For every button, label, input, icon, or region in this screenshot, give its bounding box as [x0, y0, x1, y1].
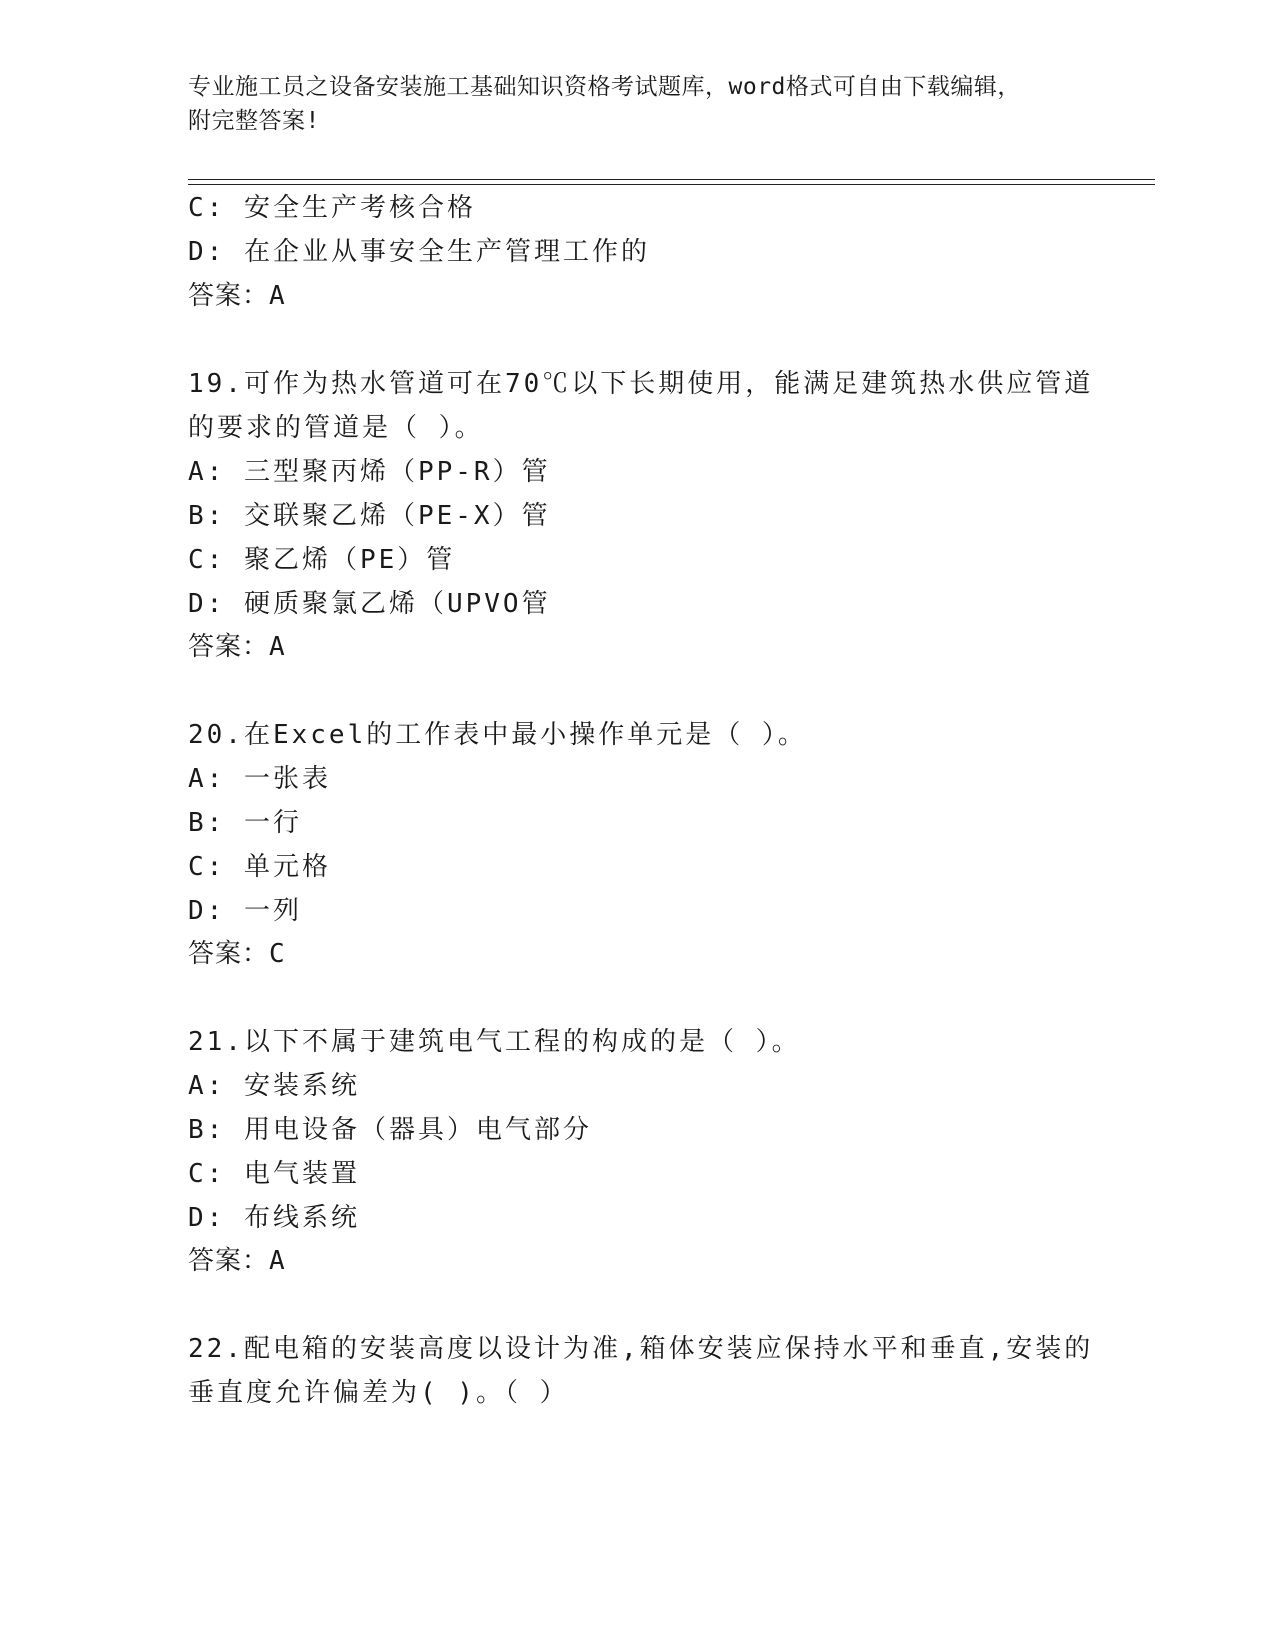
question-19-option-c: C: 聚乙烯（PE）管	[188, 545, 456, 575]
question-19-stem-line-1: 19.可作为热水管道可在70℃以下长期使用，能满足建筑热水供应管道	[188, 369, 1094, 399]
question-21-answer	[188, 1244, 286, 1278]
question-21-option-d: D: 布线系统	[188, 1203, 360, 1233]
document-header	[188, 70, 1088, 138]
header-divider-top	[188, 179, 1155, 180]
question-22-stem-line-1: 22.配电箱的安装高度以设计为准,箱体安装应保持水平和垂直,安装的	[188, 1334, 1094, 1364]
question-20-option-a: A: 一张表	[188, 764, 331, 794]
option-d: D: 在企业从事安全生产管理工作的	[188, 237, 650, 267]
question-21-option-c: C: 电气装置	[188, 1159, 360, 1189]
question-20-answer	[188, 937, 286, 971]
header-divider-bottom	[188, 184, 1155, 185]
answer-label: 答案：	[188, 632, 270, 662]
question-21-stem: 21.以下不属于建筑电气工程的构成的是（ ）。	[188, 1027, 801, 1057]
question-19-stem-line-2: 的要求的管道是（ ）。	[188, 413, 484, 443]
question-19-option-d: D: 硬质聚氯乙烯（UPVO管	[188, 589, 551, 619]
question-19-option-a: A: 三型聚丙烯（PP-R）管	[188, 457, 551, 487]
answer-label: 答案：	[188, 281, 270, 311]
answer-value: A	[269, 632, 286, 662]
answer-label: 答案：	[188, 1246, 270, 1276]
question-19-option-b: B: 交联聚乙烯（PE-X）管	[188, 501, 551, 531]
question-20-option-c: C: 单元格	[188, 852, 331, 882]
header-title-line-1: 专业施工员之设备安装施工基础知识资格考试题库，word格式可自由下载编辑，	[188, 74, 1021, 100]
question-20-option-d: D: 一列	[188, 896, 302, 926]
header-title-line-2: 附完整答案!	[188, 108, 320, 134]
question-20-option-b: B: 一行	[188, 808, 302, 838]
answer-value: A	[269, 281, 286, 311]
question-20-stem: 20.在Excel的工作表中最小操作单元是（ ）。	[188, 720, 807, 750]
option-c: C: 安全生产考核合格	[188, 193, 476, 223]
question-21-option-b: B: 用电设备（器具）电气部分	[188, 1115, 592, 1145]
answer-label: 答案：	[188, 939, 270, 969]
answer-value: A	[269, 1246, 286, 1276]
question-19-answer	[188, 630, 286, 664]
answer-value: C	[269, 939, 286, 969]
answer-line	[188, 279, 286, 313]
question-21-option-a: A: 安装系统	[188, 1071, 360, 1101]
question-22-stem-line-2: 垂直度允许偏差为( )。（ ）	[188, 1378, 569, 1408]
